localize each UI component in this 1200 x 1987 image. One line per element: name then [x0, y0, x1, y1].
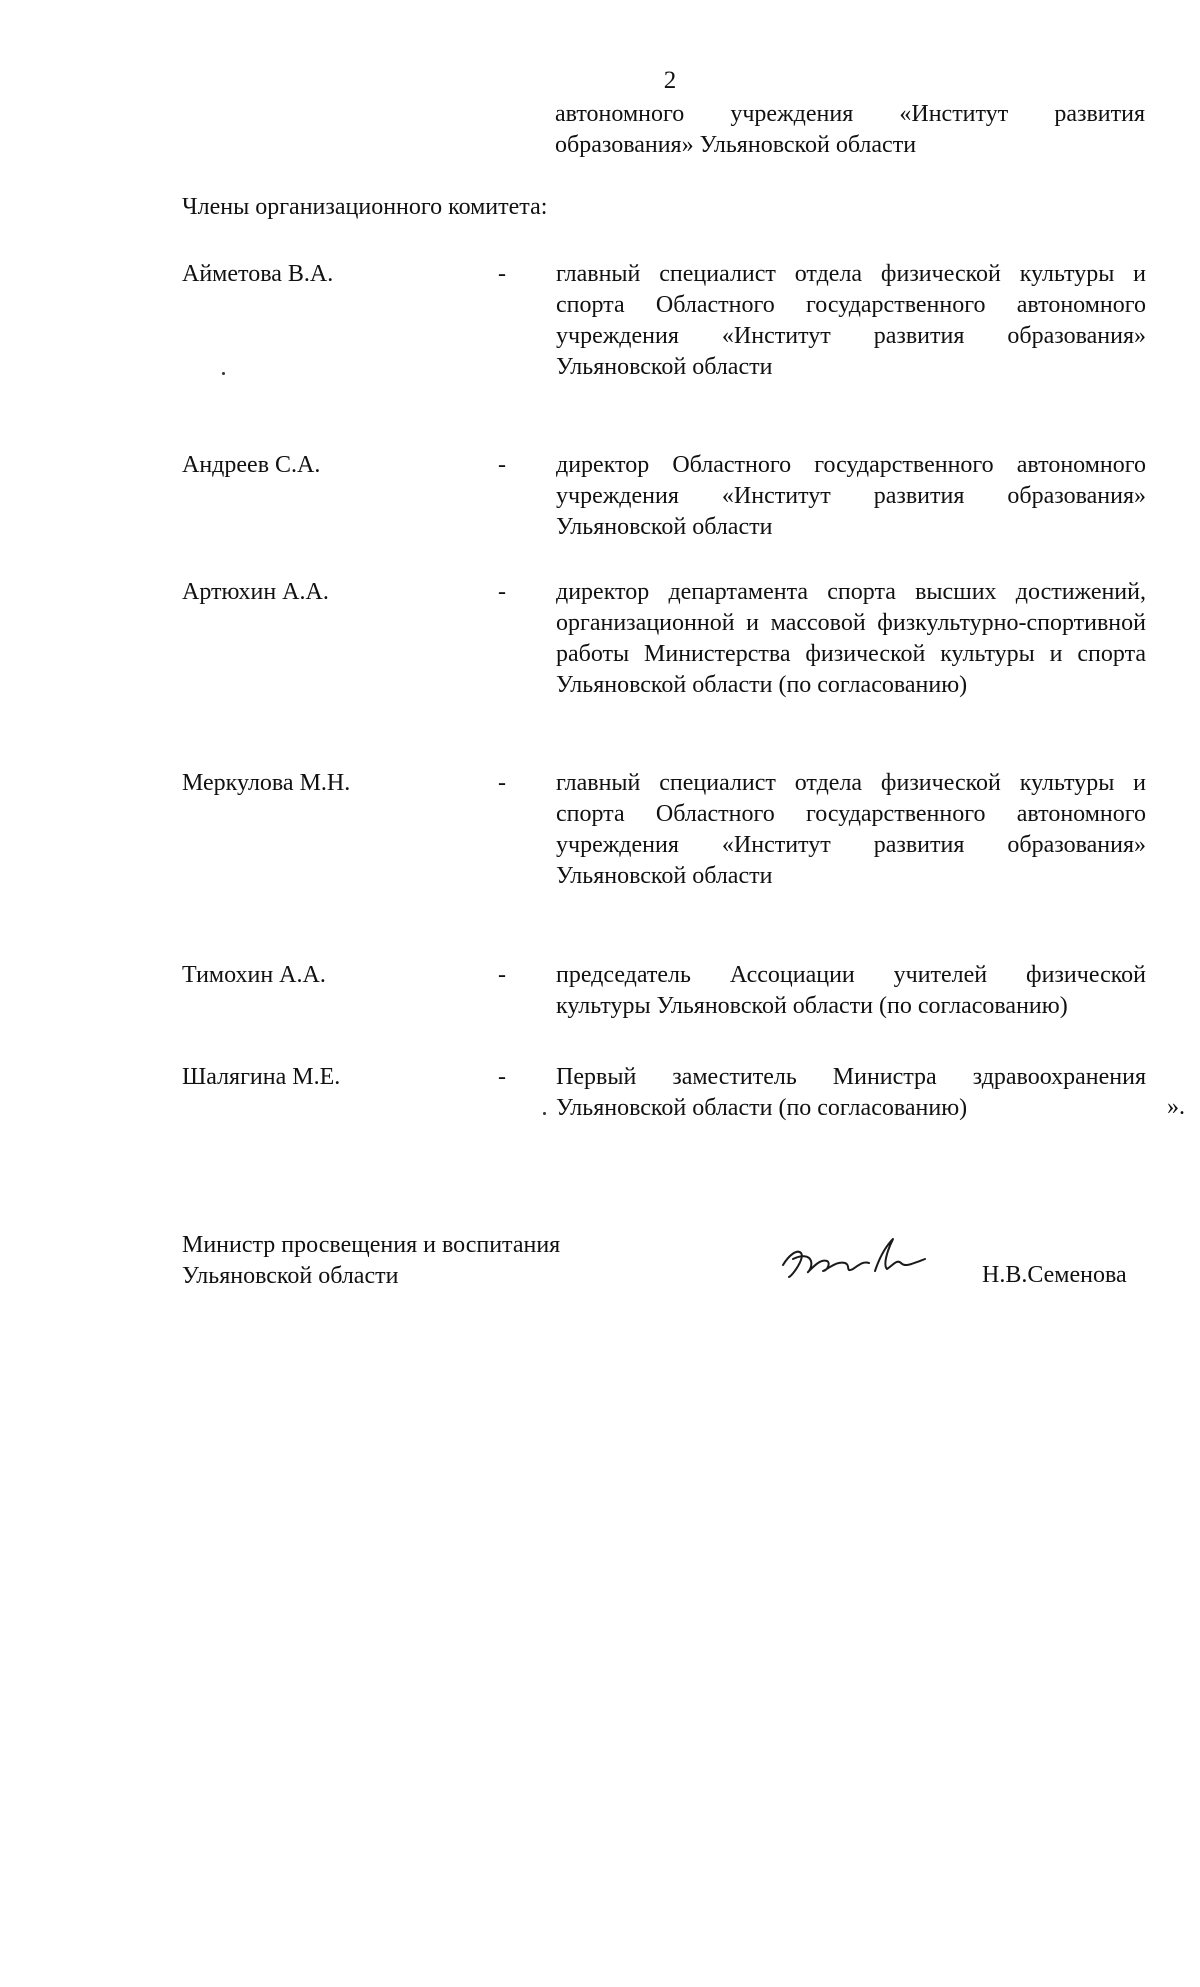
- member-name: Шалягина М.Е.: [182, 1064, 341, 1090]
- member-position: директор Областного государственного автономного учреждения «Институт развития образования» Ульяновской области: [556, 452, 1146, 540]
- member-position: главный специалист отдела физической культуры и спорта Областного государственного автономного учреждения «Институт развития образования» Ульяновской области: [556, 261, 1146, 380]
- member-name: Андреев С.А.: [182, 452, 321, 478]
- member-position: главный специалист отдела физической культуры и спорта Областного государственного автономного учреждения «Институт развития образования» Ульяновской области: [556, 770, 1146, 889]
- signature-icon: [775, 1225, 935, 1295]
- scan-speck: [543, 1112, 546, 1115]
- members-heading: Члены организационного комитета:: [182, 194, 548, 220]
- signatory-title: Министр просвещения и воспитания Ульяновской области: [182, 1232, 561, 1289]
- signatory-name: Н.В.Семенова: [982, 1262, 1127, 1288]
- member-dash: -: [498, 452, 506, 478]
- member-name: Тимохин А.А.: [182, 962, 326, 988]
- member-dash: -: [498, 1064, 506, 1090]
- member-dash: -: [498, 962, 506, 988]
- member-dash: -: [498, 770, 506, 796]
- member-name: Меркулова М.Н.: [182, 770, 351, 796]
- member-name: Айметова В.А.: [182, 261, 334, 287]
- member-position: Первый заместитель Министра здравоохранения Ульяновской области (по согласованию): [556, 1064, 1146, 1121]
- page-number: 2: [663, 67, 677, 94]
- closing-quote: ».: [1167, 1094, 1185, 1120]
- member-position: директор департамента спорта высших достижений, организационной и массовой физкультурно-спортивной работы Министерства физической культуры и спорта Ульяновской области (по согласованию): [556, 579, 1146, 698]
- scan-speck: [222, 372, 225, 375]
- member-name: Артюхин А.А.: [182, 579, 329, 605]
- member-dash: -: [498, 579, 506, 605]
- member-position: председатель Ассоциации учителей физической культуры Ульяновской области (по согласованию): [556, 962, 1146, 1019]
- continuation-text: автономного учреждения «Институт развития образования» Ульяновской области: [555, 101, 1145, 158]
- member-dash: -: [498, 261, 506, 287]
